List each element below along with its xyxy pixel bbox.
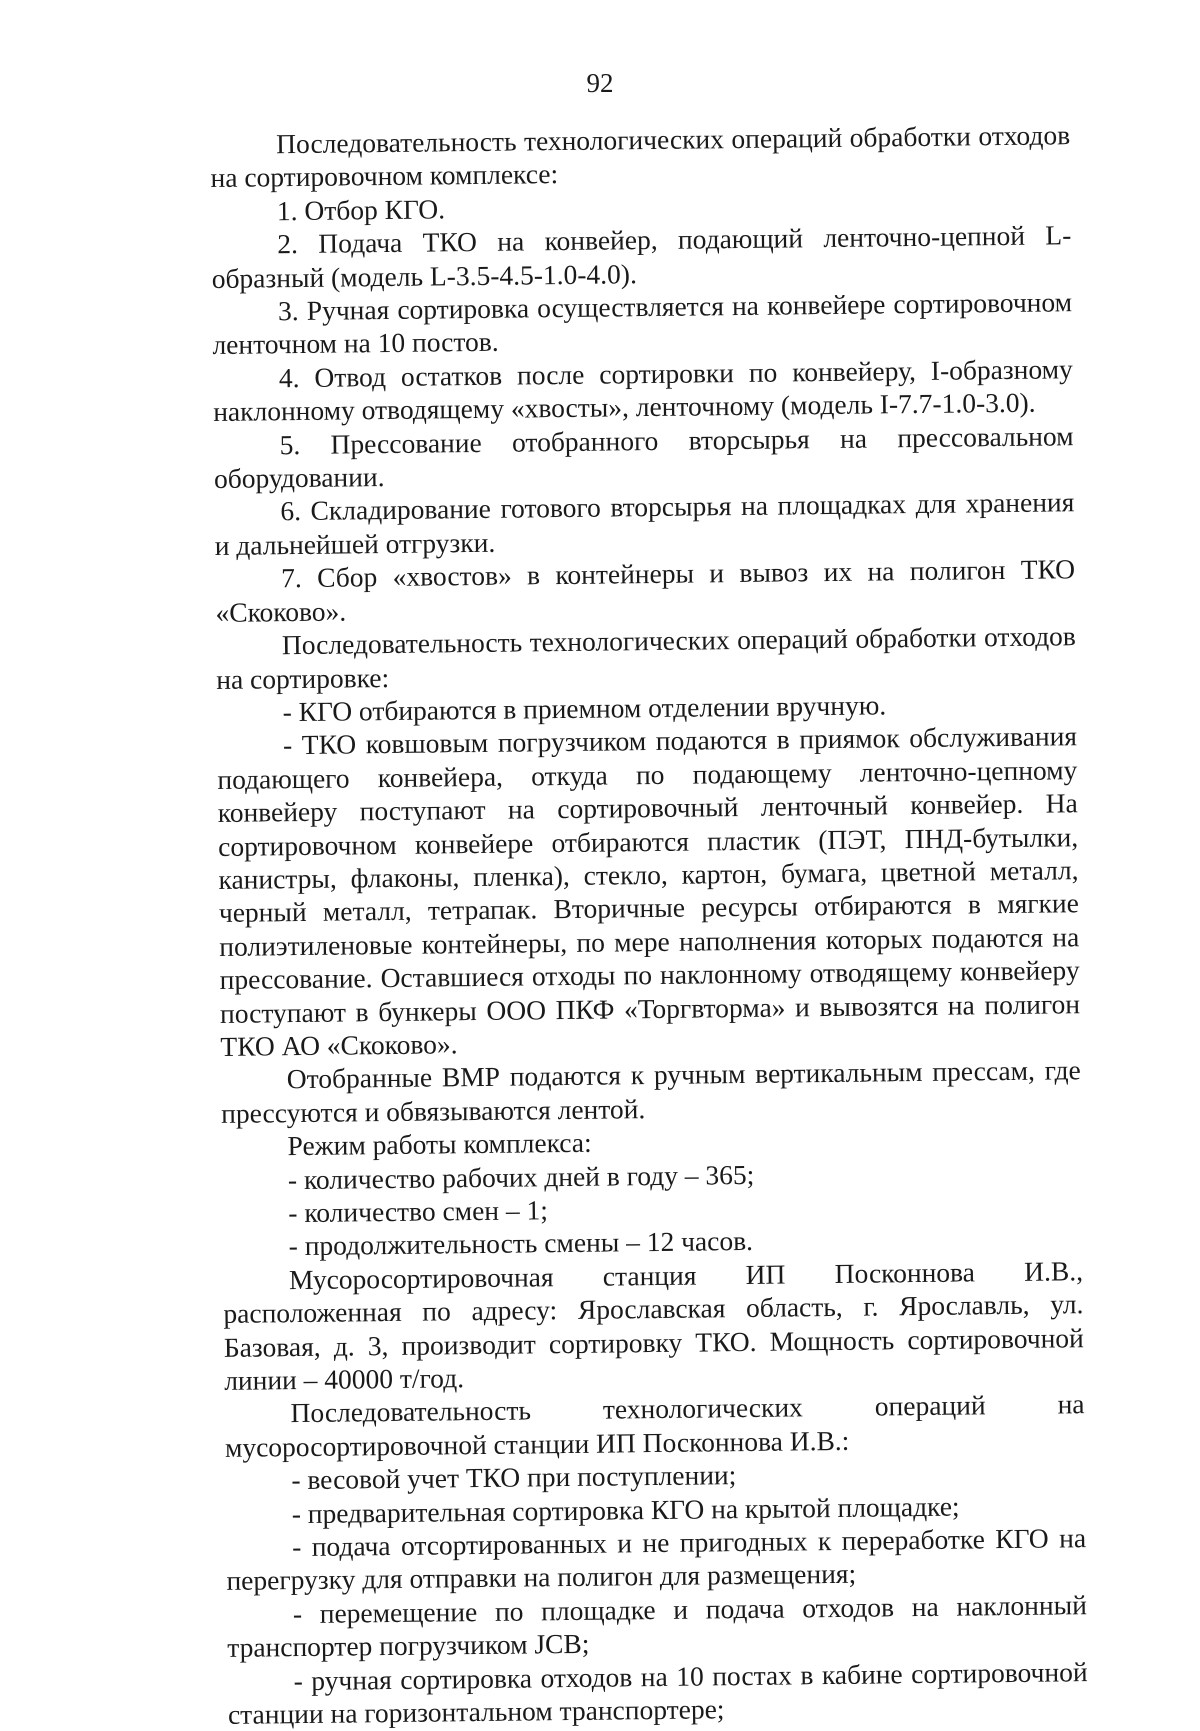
list-item-step-6: 6. Складирование готового вторсырья на площадках для хранения и дальнейшей отгрузки. [214, 486, 1075, 561]
list-item-work-days: - количество рабочих дней в году – 365; [287, 1158, 755, 1195]
paragraph-vmr-presses: Отобранные ВМР подаются к ручным вертикальным прессам, где прессуются и обвязываются лентой. [221, 1054, 1081, 1129]
list-item-loader-feed: - перемещение по площадке и подача отходов на наклонный транспортер погрузчиком JCB; [227, 1589, 1087, 1664]
paragraph-intro-station: Последовательность технологических операций на мусоросортировочной станции ИП Посконнова И.В.: [224, 1388, 1085, 1463]
list-item-kgo: - КГО отбираются в приемном отделении вручную. [282, 689, 887, 728]
list-item-pre-sorting: - предварительная сортировка КГО на крытой площадке; [291, 1490, 960, 1529]
list-item-step-7: 7. Сбор «хвостов» в контейнеры и вывоз их на полигон ТКО «Скоково». [215, 553, 1076, 628]
list-item-kgo-transfer: - подача отсортированных и не пригодных к переработке КГО на перегрузку для отправки на полигон для размещения; [226, 1522, 1087, 1597]
list-item-weighing: - весовой учет ТКО при поступлении; [291, 1459, 737, 1496]
list-item-step-5: 5. Прессование отобранного вторсырья на прессовальном оборудовании. [213, 419, 1074, 495]
paragraph-intro-complex: Последовательность технологических операций обработки отходов на сортировочном комплексе: [210, 119, 1071, 194]
list-item-tko-process: - ТКО ковшовым погрузчиком подаются в приямок обслуживания подающего конвейера, откуда по подающему ленточно-цепному конвейеру поступают на сортировочный ленточный конвейер. На сортировочном конвейере отбираются пластик (ПЭТ, ПНД-бутылки, канистры, флаконы, пленка), стекло, картон, бумага, цветной металл, черный металл, тетрапак. Вторичные ресурсы отбираются в мягкие полиэтиленовые контейнеры, по мере наполнения которых подаются на прессование. Оставшиеся отходы по наклонному отводящему конвейеру поступают в бункеры ООО ПКФ «Торгвторма» и вывозятся на полигон ТКО АО «Скоково». [217, 720, 1081, 1062]
list-item-step-3: 3. Ручная сортировка осуществляется на конвейере сортировочном ленточном на 10 постов. [212, 286, 1073, 361]
list-item-step-1: 1. Отбор КГО. [276, 193, 446, 227]
paragraph-work-mode: Режим работы комплекса: [287, 1126, 592, 1162]
list-item-manual-sorting: - ручная сортировка отходов на 10 постах в кабине сортировочной станции на горизонтальном транспортере; [227, 1655, 1088, 1730]
page-number: 92 [586, 68, 614, 98]
paragraph-station-address: Мусоросортировочная станция ИП Посконнова И.В., расположенная по адресу: Ярославская область, г. Ярославль, ул. Базовая, д. 3, производит сортировку ТКО. Мощность сортировочной линии – 40000 т/год. [223, 1254, 1084, 1396]
document-body [210, 118, 1088, 1731]
list-item-step-4: 4. Отвод остатков после сортировки по конвейеру, I-образному наклонному отводящему «хвосты», ленточному (модель I-7.7-1.0-3.0). [213, 353, 1073, 428]
list-item-shift-duration: - продолжительность смены – 12 часов. [288, 1225, 754, 1262]
list-item-shifts: - количество смен – 1; [288, 1194, 549, 1229]
paragraph-intro-sorting: Последовательность технологических операций обработки отходов на сортировке: [216, 620, 1076, 695]
list-item-step-2: 2. Подача ТКО на конвейер, подающий ленточно-цепной L-образный (модель L-3.5-4.5-1.0-4.0). [211, 219, 1072, 294]
